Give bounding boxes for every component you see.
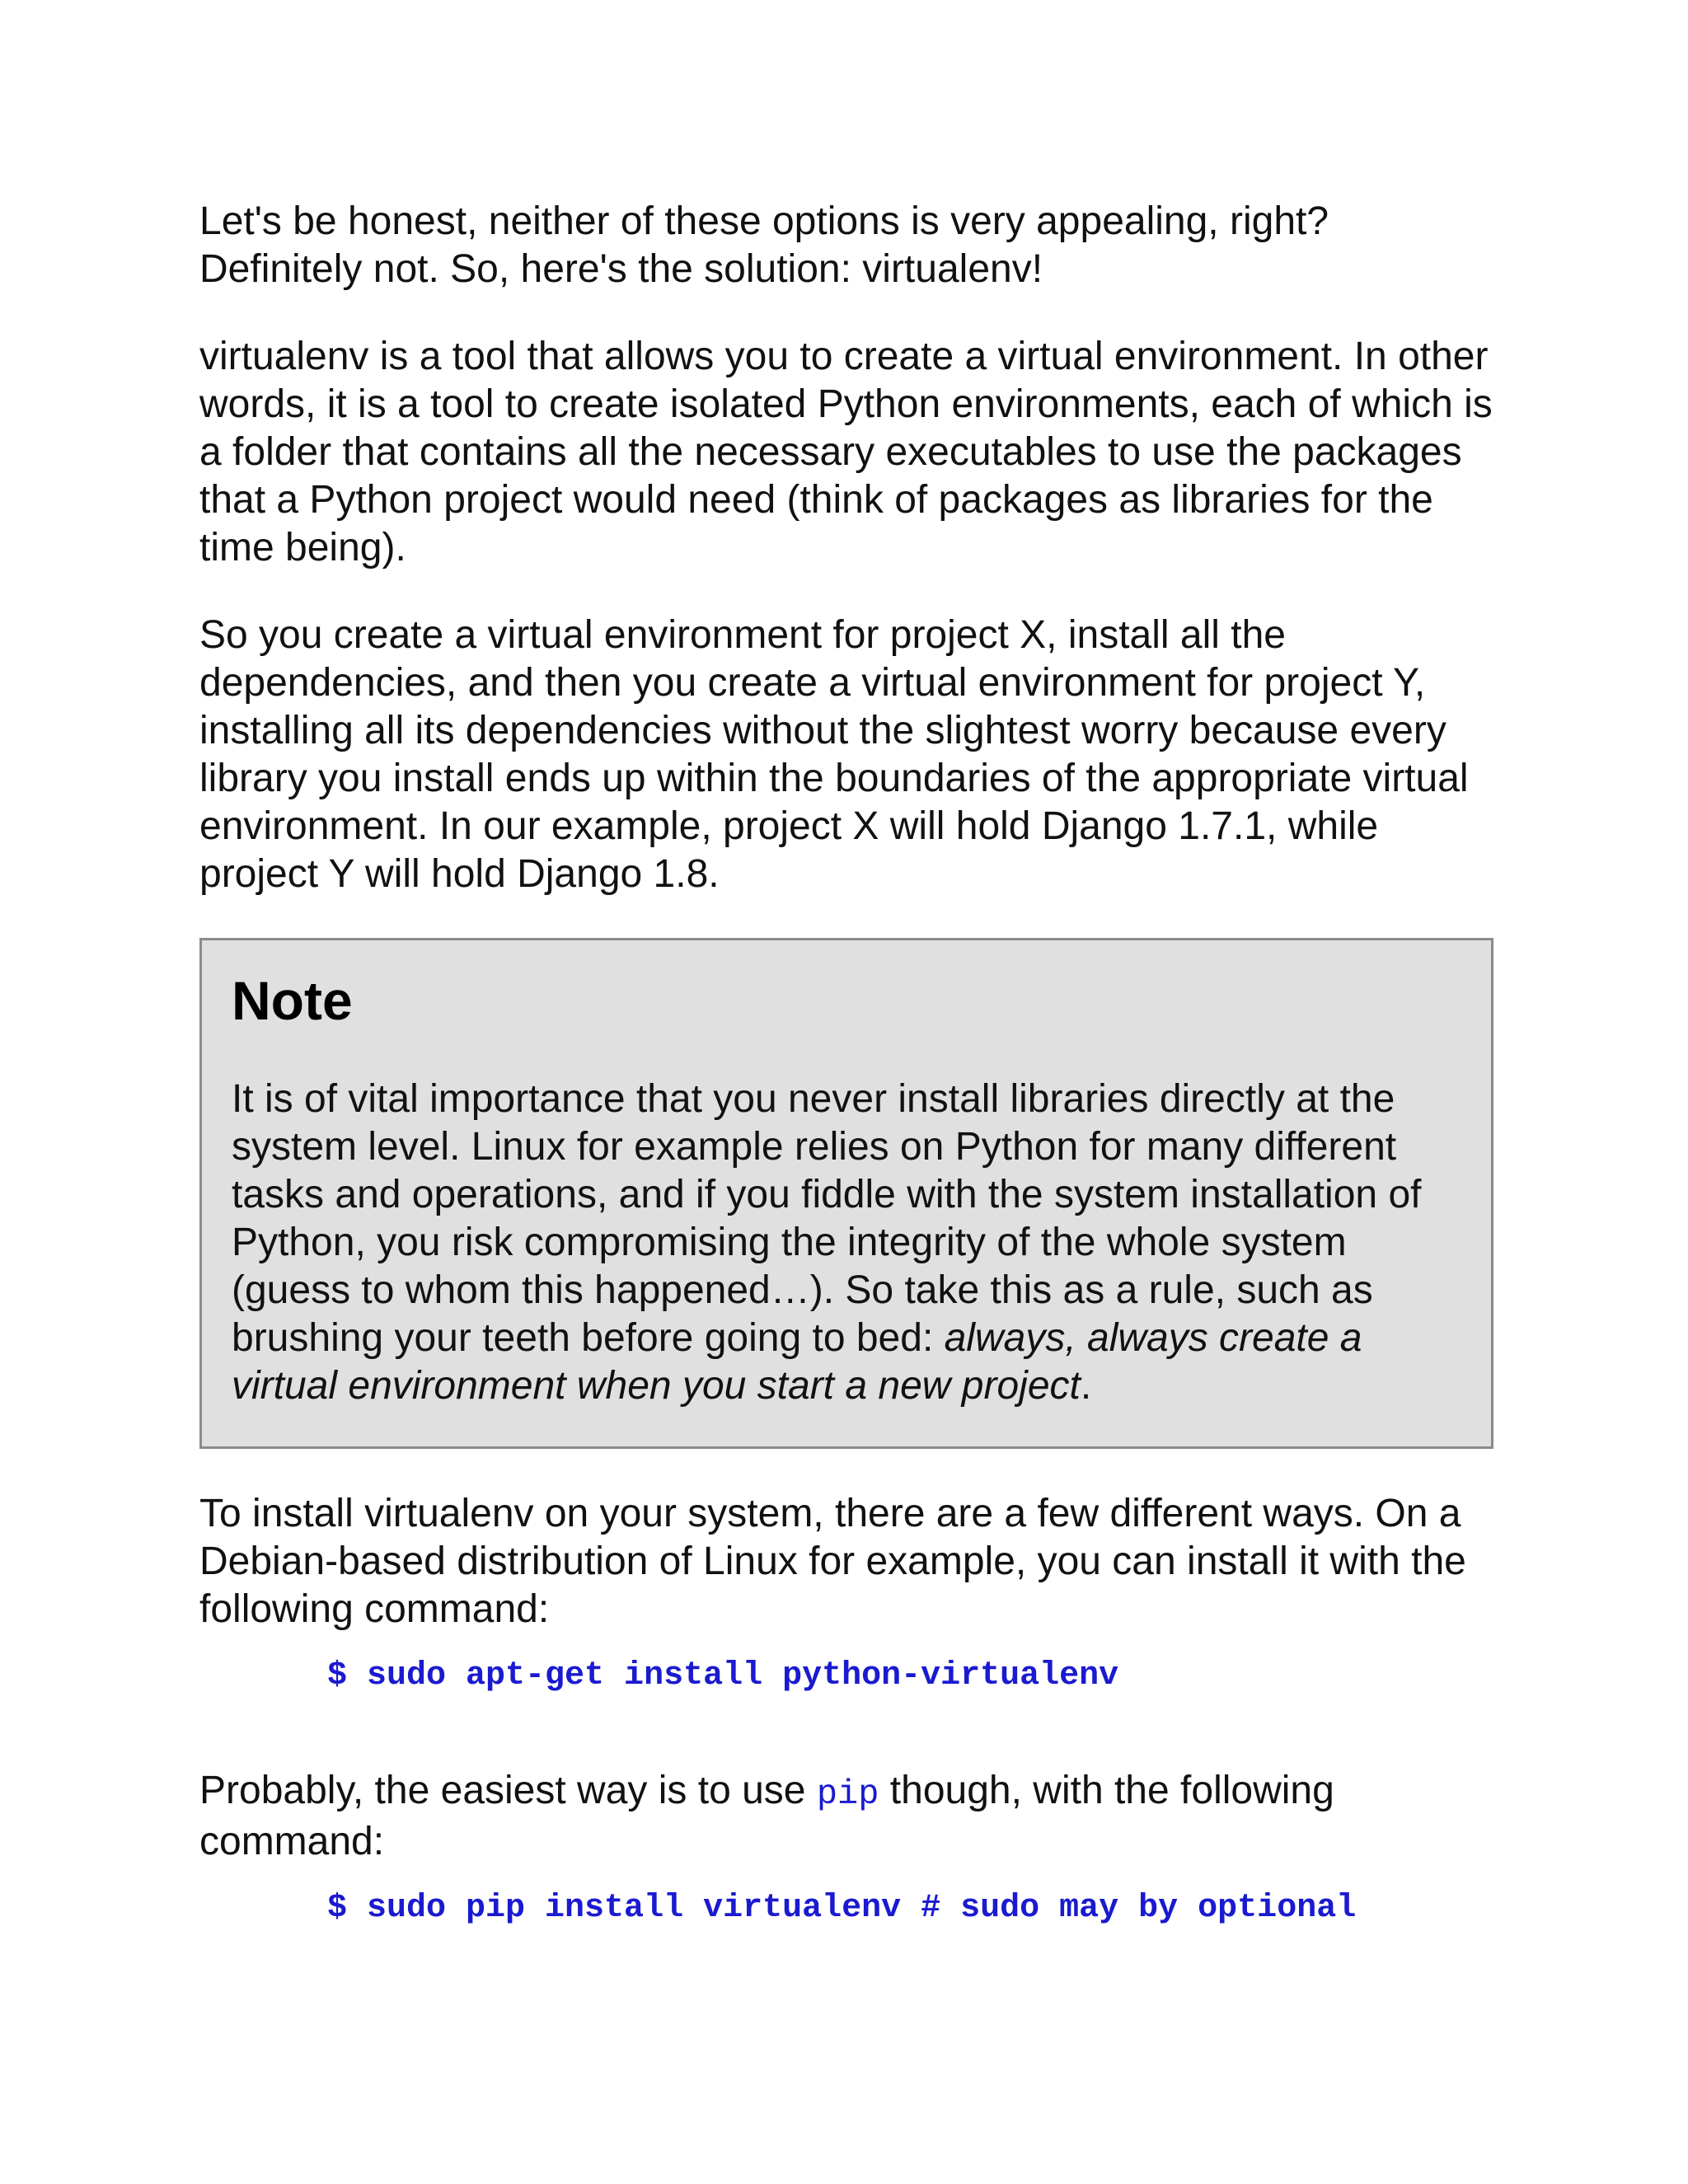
note-text-end: .: [1080, 1364, 1092, 1408]
note-text: [232, 1076, 1461, 1410]
note-title: Note: [232, 970, 353, 1031]
document-page: [199, 198, 1493, 1955]
paragraph-pip-before: Probably, the easiest way is to use: [199, 1769, 817, 1812]
paragraph-project-example: So you create a virtual environment for project X, install all the dependencies, and then you create a virtual environment for project Y, installing all its dependencies without the slightest worry because every library you install ends up within the boundaries of the appropriate virtual environment. In our example, project X will hold Django 1.7.1, while project Y will hold Django 1.8.: [199, 613, 1469, 896]
note-text-plain: It is of vital importance that you never install libraries directly at the system level. Linux for example relies on Python for many different tasks and operations, and if you fiddle with the system installation of Python, you risk compromising the integrity of the whole system (guess to whom this happened…). So take this as a rule, such as brushing your teeth before going to bed:: [232, 1077, 1422, 1360]
note-box: [199, 938, 1493, 1449]
paragraph-pip-after: though, with the following command:: [199, 1769, 1334, 1863]
code-pip-command: $ sudo pip install virtualenv # sudo may by optional: [327, 1890, 1357, 1927]
code-apt-command: $ sudo apt-get install python-virtualenv: [327, 1657, 1119, 1694]
paragraph-intro: Let's be honest, neither of these options is very appealing, right? Definitely not. So, here's the solution: virtualenv!: [199, 199, 1329, 291]
paragraph-virtualenv-definition: virtualenv is a tool that allows you to create a virtual environment. In other words, it is a tool to create isolated Python environments, each of which is a folder that contains all the necessary executables to use the packages that a Python project would need (think of packages as libraries for the time being).: [199, 335, 1493, 569]
inline-code-pip: pip: [816, 1774, 879, 1814]
paragraph-install-intro: To install virtualenv on your system, there are a few different ways. On a Debian-based distribution of Linux for example, you can install it with the following command:: [199, 1492, 1466, 1631]
paragraph-pip-intro: [199, 1767, 1493, 1866]
note-text-italic: always, always create a virtual environment when you start a new project: [232, 1316, 1362, 1408]
